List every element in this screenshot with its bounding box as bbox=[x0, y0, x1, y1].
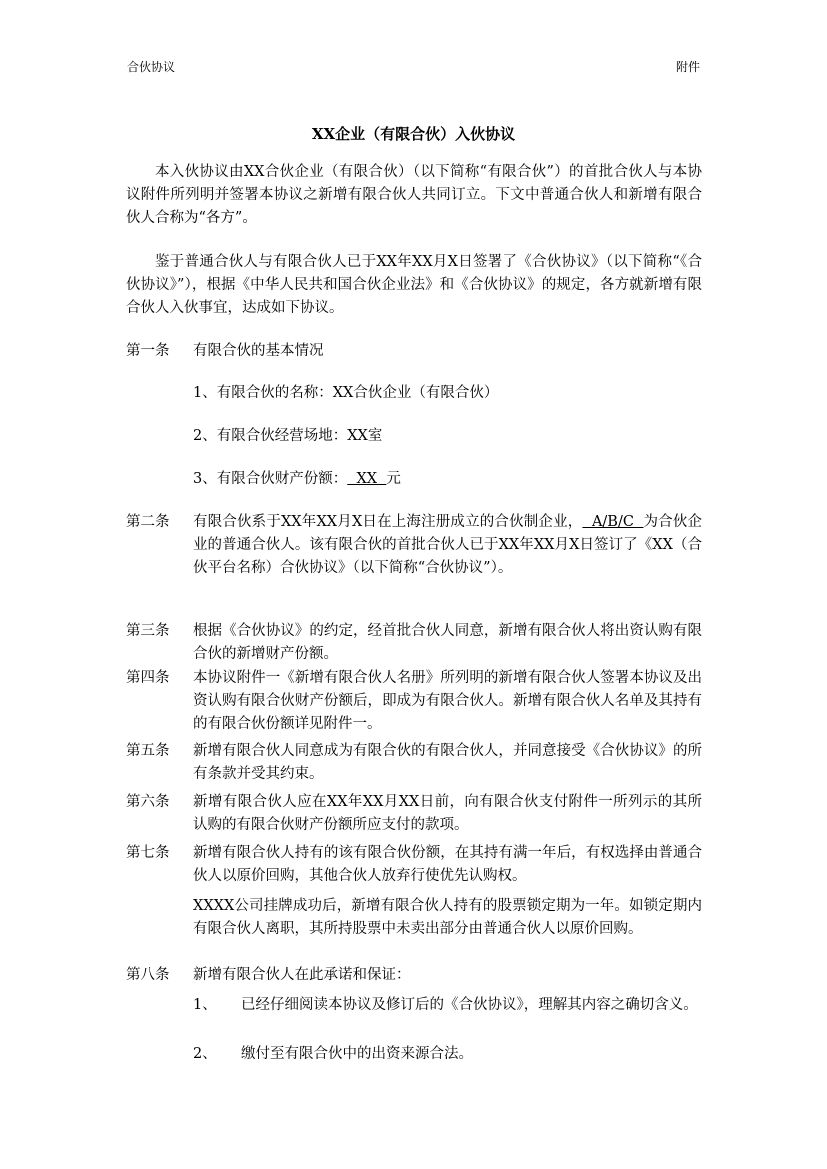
item-value: XX bbox=[347, 471, 387, 487]
article-8-text: 新增有限合伙人在此承诺和保证： bbox=[193, 967, 411, 983]
item-text: 已经仔细阅读本协议及修订后的《合伙协议》，理解其内容之确切含义。 bbox=[241, 997, 698, 1013]
article-1 bbox=[126, 340, 702, 363]
article-6 bbox=[126, 791, 702, 837]
article-4-text: 本协议附件一《新增有限合伙人名册》所列明的新增有限合伙人签署本协议及出资认购有限合伙财产份额后，即成为有限合伙人。新增有限合伙人名单及其持有的有限合伙份额详见附件一。 bbox=[193, 670, 702, 732]
article-1-item-2 bbox=[193, 425, 382, 448]
general-partner-name: A/B/C bbox=[582, 514, 644, 530]
item-prefix: 1、有限合伙的名称： bbox=[193, 385, 333, 401]
article-5 bbox=[126, 740, 702, 786]
article-3-label: 第三条 bbox=[126, 623, 170, 639]
article-2-text-a: 有限合伙系于XX年XX月X日在上海注册成立的合伙制企业， bbox=[193, 514, 583, 530]
item-value: XX室 bbox=[347, 428, 383, 444]
item-text: 缴付至有限合伙中的出资来源合法。 bbox=[241, 1046, 473, 1062]
article-6-text: 新增有限合伙人应在XX年XX月XX日前，向有限合伙支付附件一所列示的其所认购的有限合伙财产份额所应支付的款项。 bbox=[193, 794, 702, 833]
item-number: 1、 bbox=[193, 997, 217, 1013]
article-8 bbox=[126, 964, 702, 987]
article-5-label: 第五条 bbox=[126, 743, 170, 759]
article-2-text bbox=[193, 511, 702, 580]
article-4 bbox=[126, 667, 702, 736]
article-1-item-1 bbox=[193, 382, 498, 405]
item-prefix: 3、有限合伙财产份额： bbox=[193, 471, 348, 487]
item-prefix: 2、有限合伙经营场地： bbox=[193, 428, 348, 444]
header-left: 合伙协议 bbox=[127, 60, 176, 74]
article-3-text: 根据《合伙协议》的约定，经首批合伙人同意，新增有限合伙人将出资认购有限合伙的新增财产份额。 bbox=[193, 623, 702, 662]
header-right: 附件 bbox=[675, 60, 700, 74]
article-7-label: 第七条 bbox=[126, 845, 170, 861]
article-7-text-2: XXXX公司挂牌成功后，新增有限合伙人持有的股票锁定期为一年。如锁定期内有限合伙人离职，其所持股票中未卖出部分由普通合伙人以原价回购。 bbox=[193, 898, 702, 937]
article-1-title: 有限合伙的基本情况 bbox=[193, 343, 324, 359]
article-8-label: 第八条 bbox=[126, 967, 170, 983]
intro-paragraph-1: 本入伙协议由XX合伙企业（有限合伙）（以下简称“有限合伙”）的首批合伙人与本协议附件所列明并签署本协议之新增有限合伙人共同订立。下文中普通合伙人和新增有限合伙人合称为“各方”。 bbox=[126, 164, 702, 226]
article-1-label: 第一条 bbox=[126, 343, 170, 359]
article-4-label: 第四条 bbox=[126, 670, 170, 686]
document-title: XX企业（有限合伙）入伙协议 bbox=[311, 125, 516, 143]
article-2 bbox=[126, 511, 702, 580]
item-number: 2、 bbox=[193, 1046, 217, 1062]
article-2-text-b: 为合伙企业的普通合伙人。该有限合伙的首批合伙人已于XX年XX月X日签订了《XX（合伙平台名称）合伙协议》（以下简称“合伙协议”）。 bbox=[193, 514, 702, 576]
article-6-label: 第六条 bbox=[126, 794, 170, 810]
article-2-label: 第二条 bbox=[126, 514, 170, 530]
article-8-item-1 bbox=[193, 994, 702, 1017]
article-5-text: 新增有限合伙人同意成为有限合伙的有限合伙人，并同意接受《合伙协议》的所有条款并受其约束。 bbox=[193, 743, 702, 782]
article-3 bbox=[126, 620, 702, 666]
article-7-text: 新增有限合伙人持有的该有限合伙份额，在其持有满一年后，有权选择由普通合伙人以原价回购，其他合伙人放弃行使优先认购权。 bbox=[193, 845, 702, 884]
article-8-item-2 bbox=[193, 1043, 702, 1066]
item-suffix: 元 bbox=[386, 471, 401, 487]
item-value: XX合伙企业（有限合伙） bbox=[332, 385, 499, 401]
intro-paragraph-2: 鉴于普通合伙人与有限合伙人已于XX年XX月X日签署了《合伙协议》（以下简称“《合伙协议》”），根据《中华人民共和国合伙企业法》和《合伙协议》的规定，各方就新增有限合伙人入伙事宜，达成如下协议。 bbox=[126, 254, 702, 316]
article-7 bbox=[126, 842, 702, 941]
article-1-item-3 bbox=[193, 468, 401, 491]
